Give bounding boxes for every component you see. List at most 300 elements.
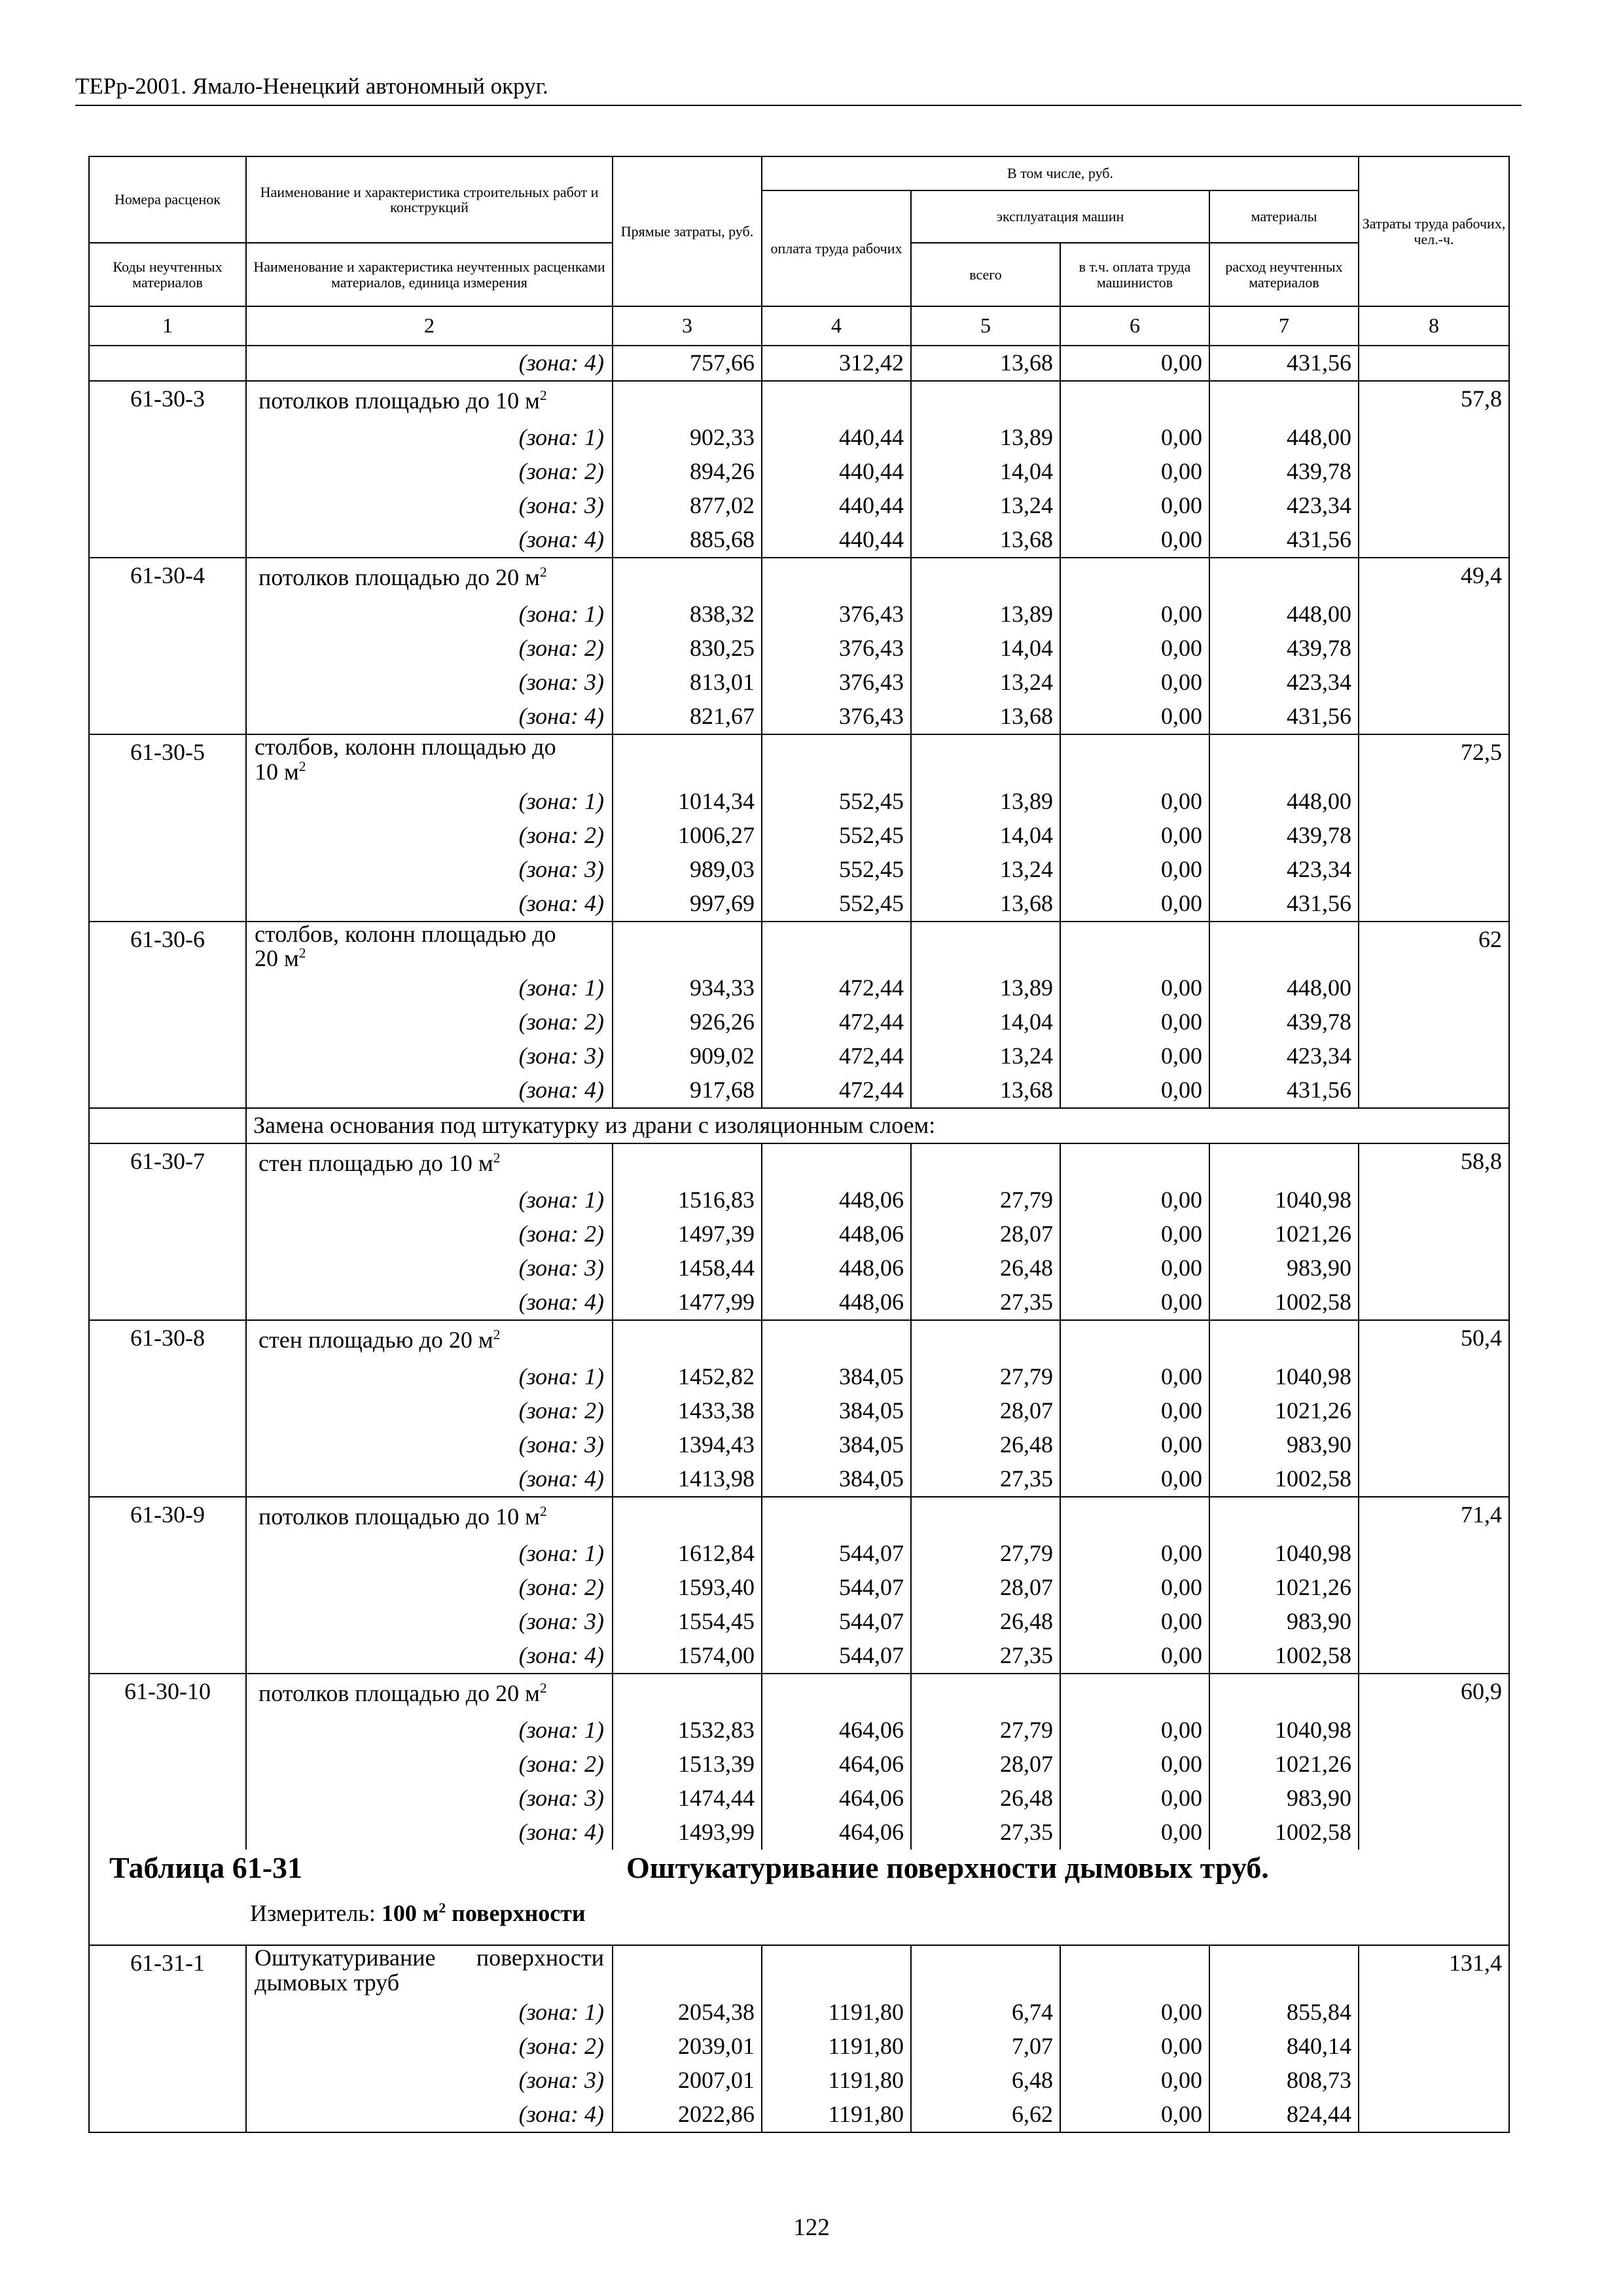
labor-cell-empty (1359, 1782, 1509, 1816)
rate-header-row (89, 1320, 1509, 1360)
zone-label: (зона: 3) (246, 1039, 613, 1073)
value-cell: 1040,98 (1209, 1183, 1359, 1217)
work-name-text: потолков площадью до 10 м (259, 387, 540, 414)
superscript: 2 (298, 945, 306, 961)
labor-cell-empty (1359, 819, 1509, 853)
value-cell: 27,35 (911, 1639, 1060, 1674)
value-cell: 1002,58 (1209, 1285, 1359, 1320)
code-cell-empty (89, 1005, 246, 1039)
empty-cell (762, 922, 911, 972)
value-cell: 0,00 (1060, 1571, 1209, 1605)
empty-cell (762, 1674, 911, 1713)
empty-cell (1060, 381, 1209, 421)
labor-value: 58,8 (1359, 1143, 1509, 1183)
value-cell: 27,35 (911, 1816, 1060, 1850)
value-cell: 448,06 (762, 1285, 911, 1320)
zone-label: (зона: 1) (246, 971, 613, 1005)
value-cell: 934,33 (613, 971, 762, 1005)
zone-label: (зона: 1) (246, 1360, 613, 1394)
column-number: 5 (911, 306, 1060, 346)
empty-cell (762, 1320, 911, 1360)
value-cell: 0,00 (1060, 346, 1209, 381)
value-cell: 440,44 (762, 455, 911, 489)
zone-label: (зона: 3) (246, 2064, 613, 2098)
value-cell: 464,06 (762, 1816, 911, 1850)
superscript: 2 (493, 1327, 501, 1343)
rate-code: 61-30-7 (89, 1143, 246, 1183)
value-cell: 1433,38 (613, 1394, 762, 1428)
col-code-bottom: Коды неучтенных материалов (89, 243, 246, 306)
value-cell: 813,01 (613, 666, 762, 700)
empty-cell (1209, 1143, 1359, 1183)
rate-header-row (89, 1674, 1509, 1713)
value-cell: 0,00 (1060, 1713, 1209, 1748)
work-name-text: потолков площадью до 10 м (259, 1503, 540, 1530)
value-cell: 376,43 (762, 700, 911, 734)
code-cell-empty (89, 1748, 246, 1782)
column-number: 4 (762, 306, 911, 346)
superscript: 2 (493, 1150, 501, 1166)
value-cell: 1413,98 (613, 1462, 762, 1497)
empty-cell (911, 1320, 1060, 1360)
work-name-text: потолков площадью до 20 м (259, 1680, 540, 1707)
zone-row (89, 2030, 1509, 2064)
zone-row (89, 819, 1509, 853)
code-cell-empty (89, 1251, 246, 1285)
value-cell: 13,24 (911, 853, 1060, 887)
value-cell: 0,00 (1060, 421, 1209, 455)
zone-row (89, 1251, 1509, 1285)
code-cell-empty (89, 853, 246, 887)
zone-label: (зона: 4) (246, 2098, 613, 2132)
code-cell-empty (89, 666, 246, 700)
value-cell: 2054,38 (613, 1996, 762, 2030)
zone-label: (зона: 1) (246, 1996, 613, 2030)
value-cell: 1191,80 (762, 2064, 911, 2098)
value-cell: 544,07 (762, 1639, 911, 1674)
code-cell-empty (89, 887, 246, 922)
value-cell: 0,00 (1060, 1996, 1209, 2030)
value-cell: 1021,26 (1209, 1571, 1359, 1605)
empty-cell (762, 558, 911, 598)
labor-cell-empty (1359, 1217, 1509, 1251)
zone-label: (зона: 1) (246, 785, 613, 819)
empty-cell (911, 1497, 1060, 1537)
labor-cell-empty (1359, 700, 1509, 734)
rate-header-row (89, 1945, 1509, 1996)
zone-row (89, 971, 1509, 1005)
zone-row (89, 853, 1509, 887)
value-cell: 312,42 (762, 346, 911, 381)
zone-label: (зона: 3) (246, 666, 613, 700)
value-cell: 1497,39 (613, 1217, 762, 1251)
value-cell: 384,05 (762, 1360, 911, 1394)
value-cell: 28,07 (911, 1217, 1060, 1251)
zone-label: (зона: 3) (246, 1428, 613, 1462)
zone-label: (зона: 2) (246, 455, 613, 489)
zone-label: (зона: 3) (246, 1782, 613, 1816)
value-cell: 0,00 (1060, 1394, 1209, 1428)
value-cell: 28,07 (911, 1571, 1060, 1605)
value-cell: 1513,39 (613, 1748, 762, 1782)
value-cell: 757,66 (613, 346, 762, 381)
work-name-text: Оштукатуривание поверхности дымовых труб (255, 1945, 604, 1996)
unit-tail: поверхности (452, 1900, 586, 1927)
labor-cell-empty (1359, 1005, 1509, 1039)
code-cell-empty (89, 598, 246, 632)
empty-cell (911, 381, 1060, 421)
labor-cell-empty (1359, 1605, 1509, 1639)
rate-code: 61-30-8 (89, 1320, 246, 1360)
labor-cell-empty (1359, 853, 1509, 887)
code-cell-empty (89, 1571, 246, 1605)
zone-row (89, 1394, 1509, 1428)
col-machines-total: всего (911, 243, 1060, 306)
code-cell-empty (89, 700, 246, 734)
code-cell-empty (89, 971, 246, 1005)
zone-label: (зона: 1) (246, 1713, 613, 1748)
value-cell: 1040,98 (1209, 1360, 1359, 1394)
zone-label: (зона: 4) (246, 1073, 613, 1108)
code-cell-empty (89, 1183, 246, 1217)
labor-cell-empty (1359, 598, 1509, 632)
empty-cell (1209, 381, 1359, 421)
value-cell: 840,14 (1209, 2030, 1359, 2064)
rate-header-row (89, 1143, 1509, 1183)
work-name (246, 558, 613, 598)
value-cell: 27,79 (911, 1537, 1060, 1571)
col-name-top: Наименование и характеристика строительных работ и конструкций (246, 156, 613, 243)
value-cell: 431,56 (1209, 887, 1359, 922)
rate-code: 61-30-10 (89, 1674, 246, 1713)
rate-code: 61-30-3 (89, 381, 246, 421)
value-cell: 997,69 (613, 887, 762, 922)
table-title (90, 1850, 1508, 1901)
value-cell: 1532,83 (613, 1713, 762, 1748)
value-cell: 1002,58 (1209, 1462, 1359, 1497)
empty-cell (613, 922, 762, 972)
empty-cell (613, 558, 762, 598)
value-cell: 431,56 (1209, 346, 1359, 381)
col-materials-sub: расход неучтенных материалов (1209, 243, 1359, 306)
zone-row (89, 2098, 1509, 2132)
value-cell: 26,48 (911, 1605, 1060, 1639)
unit-value (382, 1900, 586, 1926)
col-direct-costs: Прямые затраты, руб. (613, 156, 762, 306)
labor-cell-empty (1359, 489, 1509, 523)
code-cell-empty (89, 1360, 246, 1394)
table-title-cell (89, 1850, 1509, 1945)
code-cell-empty (89, 1428, 246, 1462)
value-cell: 0,00 (1060, 2030, 1209, 2064)
zone-row (89, 632, 1509, 666)
value-cell: 0,00 (1060, 1782, 1209, 1816)
empty-cell (1209, 1320, 1359, 1360)
rate-header-row (89, 922, 1509, 972)
zone-row (89, 2064, 1509, 2098)
labor-cell-empty (1359, 971, 1509, 1005)
empty-cell (1060, 1945, 1209, 1996)
empty-cell (1060, 558, 1209, 598)
column-number: 8 (1359, 306, 1509, 346)
labor-cell-empty (1359, 1183, 1509, 1217)
value-cell: 983,90 (1209, 1605, 1359, 1639)
value-cell: 1002,58 (1209, 1816, 1359, 1850)
value-cell: 27,79 (911, 1713, 1060, 1748)
labor-cell-empty (1359, 421, 1509, 455)
value-cell: 821,67 (613, 700, 762, 734)
value-cell: 909,02 (613, 1039, 762, 1073)
zone-label: (зона: 1) (246, 1183, 613, 1217)
value-cell: 439,78 (1209, 455, 1359, 489)
value-cell: 1458,44 (613, 1251, 762, 1285)
col-wages: оплата труда рабочих (762, 190, 911, 306)
zone-row (89, 887, 1509, 922)
table-unit (90, 1901, 1508, 1945)
empty-cell (1209, 1945, 1359, 1996)
empty-cell (762, 1945, 911, 1996)
labor-cell-empty (1359, 1996, 1509, 2030)
value-cell: 13,89 (911, 421, 1060, 455)
value-cell: 26,48 (911, 1251, 1060, 1285)
labor-cell-empty (1359, 1462, 1509, 1497)
rate-code: 61-30-4 (89, 558, 246, 598)
zone-label: (зона: 4) (246, 700, 613, 734)
rate-code: 61-30-6 (89, 922, 246, 972)
zone-label: (зона: 4) (246, 523, 613, 558)
value-cell: 1191,80 (762, 2030, 911, 2064)
empty-cell (613, 1674, 762, 1713)
zone-label: (зона: 4) (246, 1816, 613, 1850)
value-cell: 0,00 (1060, 1748, 1209, 1782)
labor-cell-empty (1359, 523, 1509, 558)
value-cell: 989,03 (613, 853, 762, 887)
value-cell: 2007,01 (613, 2064, 762, 2098)
value-cell: 7,07 (911, 2030, 1060, 2064)
work-name-line1: столбов, колонн площадью до (255, 734, 556, 760)
code-cell-empty (89, 421, 246, 455)
code-cell-empty (89, 346, 246, 381)
value-cell: 0,00 (1060, 1217, 1209, 1251)
zone-row (89, 1748, 1509, 1782)
value-cell: 14,04 (911, 632, 1060, 666)
column-number: 3 (613, 306, 762, 346)
value-cell: 472,44 (762, 1039, 911, 1073)
value-cell: 917,68 (613, 1073, 762, 1108)
value-cell: 27,35 (911, 1462, 1060, 1497)
value-cell: 448,00 (1209, 971, 1359, 1005)
labor-cell-empty (1359, 1394, 1509, 1428)
empty-cell (911, 734, 1060, 785)
rate-code: 61-30-9 (89, 1497, 246, 1537)
empty-cell (1060, 922, 1209, 972)
column-number: 6 (1060, 306, 1209, 346)
zone-row (89, 1782, 1509, 1816)
code-cell-empty (89, 1639, 246, 1674)
col-machines-wages: в т.ч. оплата труда машинистов (1060, 243, 1209, 306)
zone-label: (зона: 4) (246, 346, 613, 381)
table-body (89, 346, 1509, 2132)
zone-row (89, 598, 1509, 632)
superscript: 2 (438, 1900, 446, 1916)
code-cell-empty (89, 1713, 246, 1748)
zone-row (89, 1073, 1509, 1108)
labor-cell-empty (1359, 346, 1509, 381)
zone-row (89, 1996, 1509, 2030)
zone-row (89, 1462, 1509, 1497)
value-cell: 464,06 (762, 1748, 911, 1782)
value-cell: 14,04 (911, 1005, 1060, 1039)
value-cell: 838,32 (613, 598, 762, 632)
table-header (89, 156, 1509, 346)
value-cell: 14,04 (911, 819, 1060, 853)
value-cell: 464,06 (762, 1782, 911, 1816)
value-cell: 1002,58 (1209, 1639, 1359, 1674)
value-cell: 0,00 (1060, 1285, 1209, 1320)
zone-label: (зона: 2) (246, 819, 613, 853)
value-cell: 28,07 (911, 1394, 1060, 1428)
empty-cell (1060, 1143, 1209, 1183)
labor-cell-empty (1359, 1073, 1509, 1108)
zone-label: (зона: 2) (246, 1571, 613, 1605)
value-cell: 1516,83 (613, 1183, 762, 1217)
value-cell: 808,73 (1209, 2064, 1359, 2098)
labor-cell-empty (1359, 887, 1509, 922)
value-cell: 448,00 (1209, 785, 1359, 819)
work-name (246, 1320, 613, 1360)
code-cell-empty (89, 1996, 246, 2030)
empty-cell (911, 1143, 1060, 1183)
col-code-top: Номера расценок (89, 156, 246, 243)
work-name (246, 922, 613, 972)
zone-row (89, 666, 1509, 700)
code-cell-empty (89, 455, 246, 489)
zone-label: (зона: 3) (246, 1605, 613, 1639)
labor-cell-empty (1359, 1039, 1509, 1073)
value-cell: 830,25 (613, 632, 762, 666)
empty-cell (1209, 1674, 1359, 1713)
value-cell: 855,84 (1209, 1996, 1359, 2030)
value-cell: 384,05 (762, 1394, 911, 1428)
value-cell: 13,89 (911, 971, 1060, 1005)
work-name-line2: 20 м (255, 945, 299, 972)
superscript: 2 (298, 758, 306, 774)
zone-label: (зона: 1) (246, 421, 613, 455)
unit-value-text: 100 м (381, 1900, 439, 1927)
zone-row (89, 1285, 1509, 1320)
value-cell: 1477,99 (613, 1285, 762, 1320)
section-heading-row (89, 1108, 1509, 1143)
labor-value: 57,8 (1359, 381, 1509, 421)
work-name-line1: столбов, колонн площадью до (255, 920, 556, 947)
value-cell: 0,00 (1060, 1605, 1209, 1639)
code-cell-empty (89, 2030, 246, 2064)
value-cell: 423,34 (1209, 666, 1359, 700)
zone-label: (зона: 4) (246, 887, 613, 922)
col-machines: эксплуатация машин (911, 190, 1209, 243)
value-cell: 1006,27 (613, 819, 762, 853)
rate-header-row (89, 381, 1509, 421)
value-cell: 0,00 (1060, 853, 1209, 887)
labor-value: 50,4 (1359, 1320, 1509, 1360)
work-name-line2: 10 м (255, 758, 299, 785)
value-cell: 27,79 (911, 1360, 1060, 1394)
labor-cell-empty (1359, 1816, 1509, 1850)
value-cell: 983,90 (1209, 1428, 1359, 1462)
code-cell-empty (89, 2064, 246, 2098)
value-cell: 431,56 (1209, 523, 1359, 558)
zone-label: (зона: 1) (246, 1537, 613, 1571)
value-cell: 1612,84 (613, 1537, 762, 1571)
section-heading: Замена основания под штукатурку из драни с изоляционным слоем: (246, 1108, 1509, 1143)
value-cell: 1014,34 (613, 785, 762, 819)
labor-cell-empty (1359, 632, 1509, 666)
value-cell: 439,78 (1209, 819, 1359, 853)
rate-code: 61-31-1 (89, 1945, 246, 1996)
value-cell: 1394,43 (613, 1428, 762, 1462)
value-cell: 27,79 (911, 1183, 1060, 1217)
value-cell: 0,00 (1060, 785, 1209, 819)
value-cell: 1040,98 (1209, 1713, 1359, 1748)
value-cell: 376,43 (762, 598, 911, 632)
value-cell: 13,89 (911, 598, 1060, 632)
value-cell: 544,07 (762, 1571, 911, 1605)
code-cell-empty (89, 1073, 246, 1108)
value-cell: 0,00 (1060, 1428, 1209, 1462)
value-cell: 0,00 (1060, 1183, 1209, 1217)
value-cell: 464,06 (762, 1713, 911, 1748)
value-cell: 0,00 (1060, 1816, 1209, 1850)
table-number: Таблица 61-31 (109, 1851, 303, 1885)
labor-cell-empty (1359, 1428, 1509, 1462)
code-cell-empty (89, 632, 246, 666)
value-cell: 26,48 (911, 1428, 1060, 1462)
value-cell: 13,24 (911, 1039, 1060, 1073)
zone-row (89, 489, 1509, 523)
zone-row (89, 1217, 1509, 1251)
value-cell: 423,34 (1209, 489, 1359, 523)
zone-label: (зона: 2) (246, 1394, 613, 1428)
superscript: 2 (539, 564, 547, 581)
value-cell: 13,68 (911, 523, 1060, 558)
value-cell: 2022,86 (613, 2098, 762, 2132)
value-cell: 0,00 (1060, 666, 1209, 700)
value-cell: 2039,01 (613, 2030, 762, 2064)
code-cell-empty (89, 819, 246, 853)
code-cell-empty (89, 1108, 246, 1143)
zone-label: (зона: 3) (246, 489, 613, 523)
zone-label: (зона: 2) (246, 632, 613, 666)
empty-cell (613, 1497, 762, 1537)
empty-cell (762, 381, 911, 421)
value-cell: 6,48 (911, 2064, 1060, 2098)
value-cell: 552,45 (762, 785, 911, 819)
value-cell: 902,33 (613, 421, 762, 455)
value-cell: 894,26 (613, 455, 762, 489)
value-cell: 885,68 (613, 523, 762, 558)
value-cell: 544,07 (762, 1605, 911, 1639)
zone-row (89, 1571, 1509, 1605)
zone-label: (зона: 3) (246, 853, 613, 887)
unit-label: Измеритель: (250, 1900, 376, 1927)
value-cell: 440,44 (762, 421, 911, 455)
value-cell: 1574,00 (613, 1639, 762, 1674)
code-cell-empty (89, 1217, 246, 1251)
empty-cell (762, 1143, 911, 1183)
value-cell: 1493,99 (613, 1816, 762, 1850)
col-including: В том числе, руб. (762, 156, 1359, 190)
code-cell-empty (89, 785, 246, 819)
